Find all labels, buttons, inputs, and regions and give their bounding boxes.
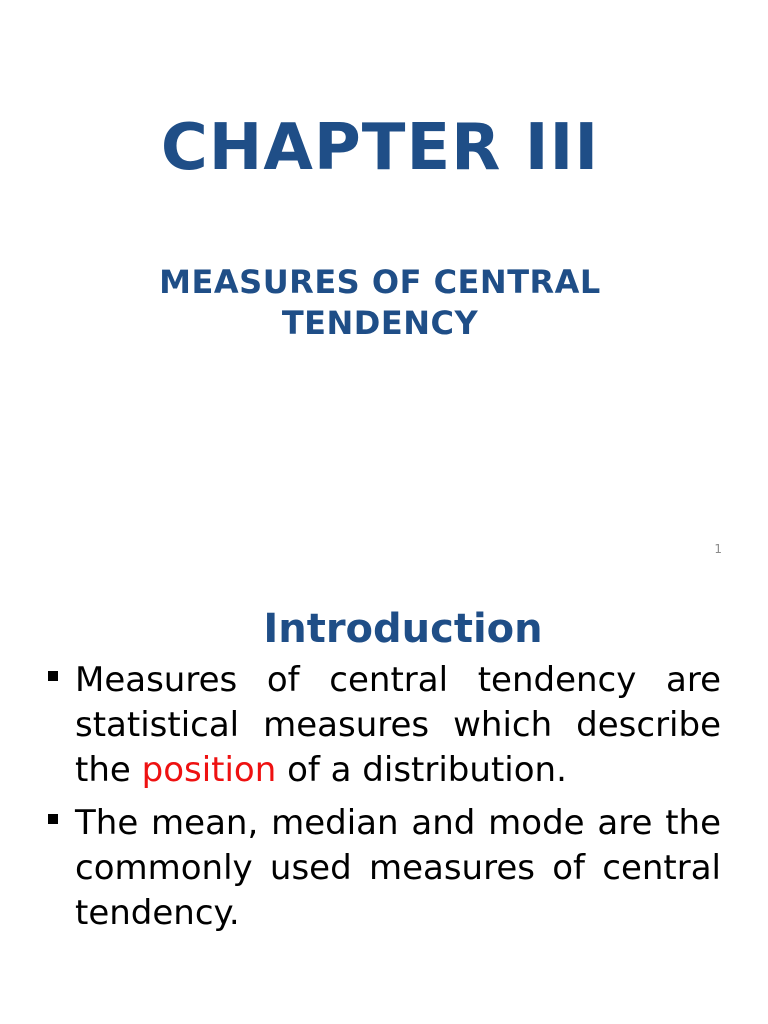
square-bullet-icon bbox=[48, 814, 58, 824]
square-bullet-icon bbox=[48, 671, 58, 681]
bullet-item-examples bbox=[46, 801, 721, 936]
chapter-subtitle: MEASURES OF CENTRAL TENDENCY bbox=[159, 263, 601, 342]
bullet-list bbox=[46, 658, 721, 944]
introduction-slide bbox=[0, 576, 768, 1024]
chapter-title: CHAPTER III bbox=[160, 111, 600, 185]
bullet-text: The mean, median and mode are the commonly used measures of central tendency. bbox=[75, 803, 721, 933]
bullet-text-after: of a distribution. bbox=[276, 750, 567, 790]
slide-page-number: 1 bbox=[714, 542, 722, 556]
bullet-item-definition bbox=[46, 658, 721, 793]
bullet-text-before: Measures of central tendency are statistical measures which describe the bbox=[75, 660, 721, 790]
highlighted-word: position bbox=[141, 750, 277, 790]
introduction-heading: Introduction bbox=[263, 606, 543, 652]
